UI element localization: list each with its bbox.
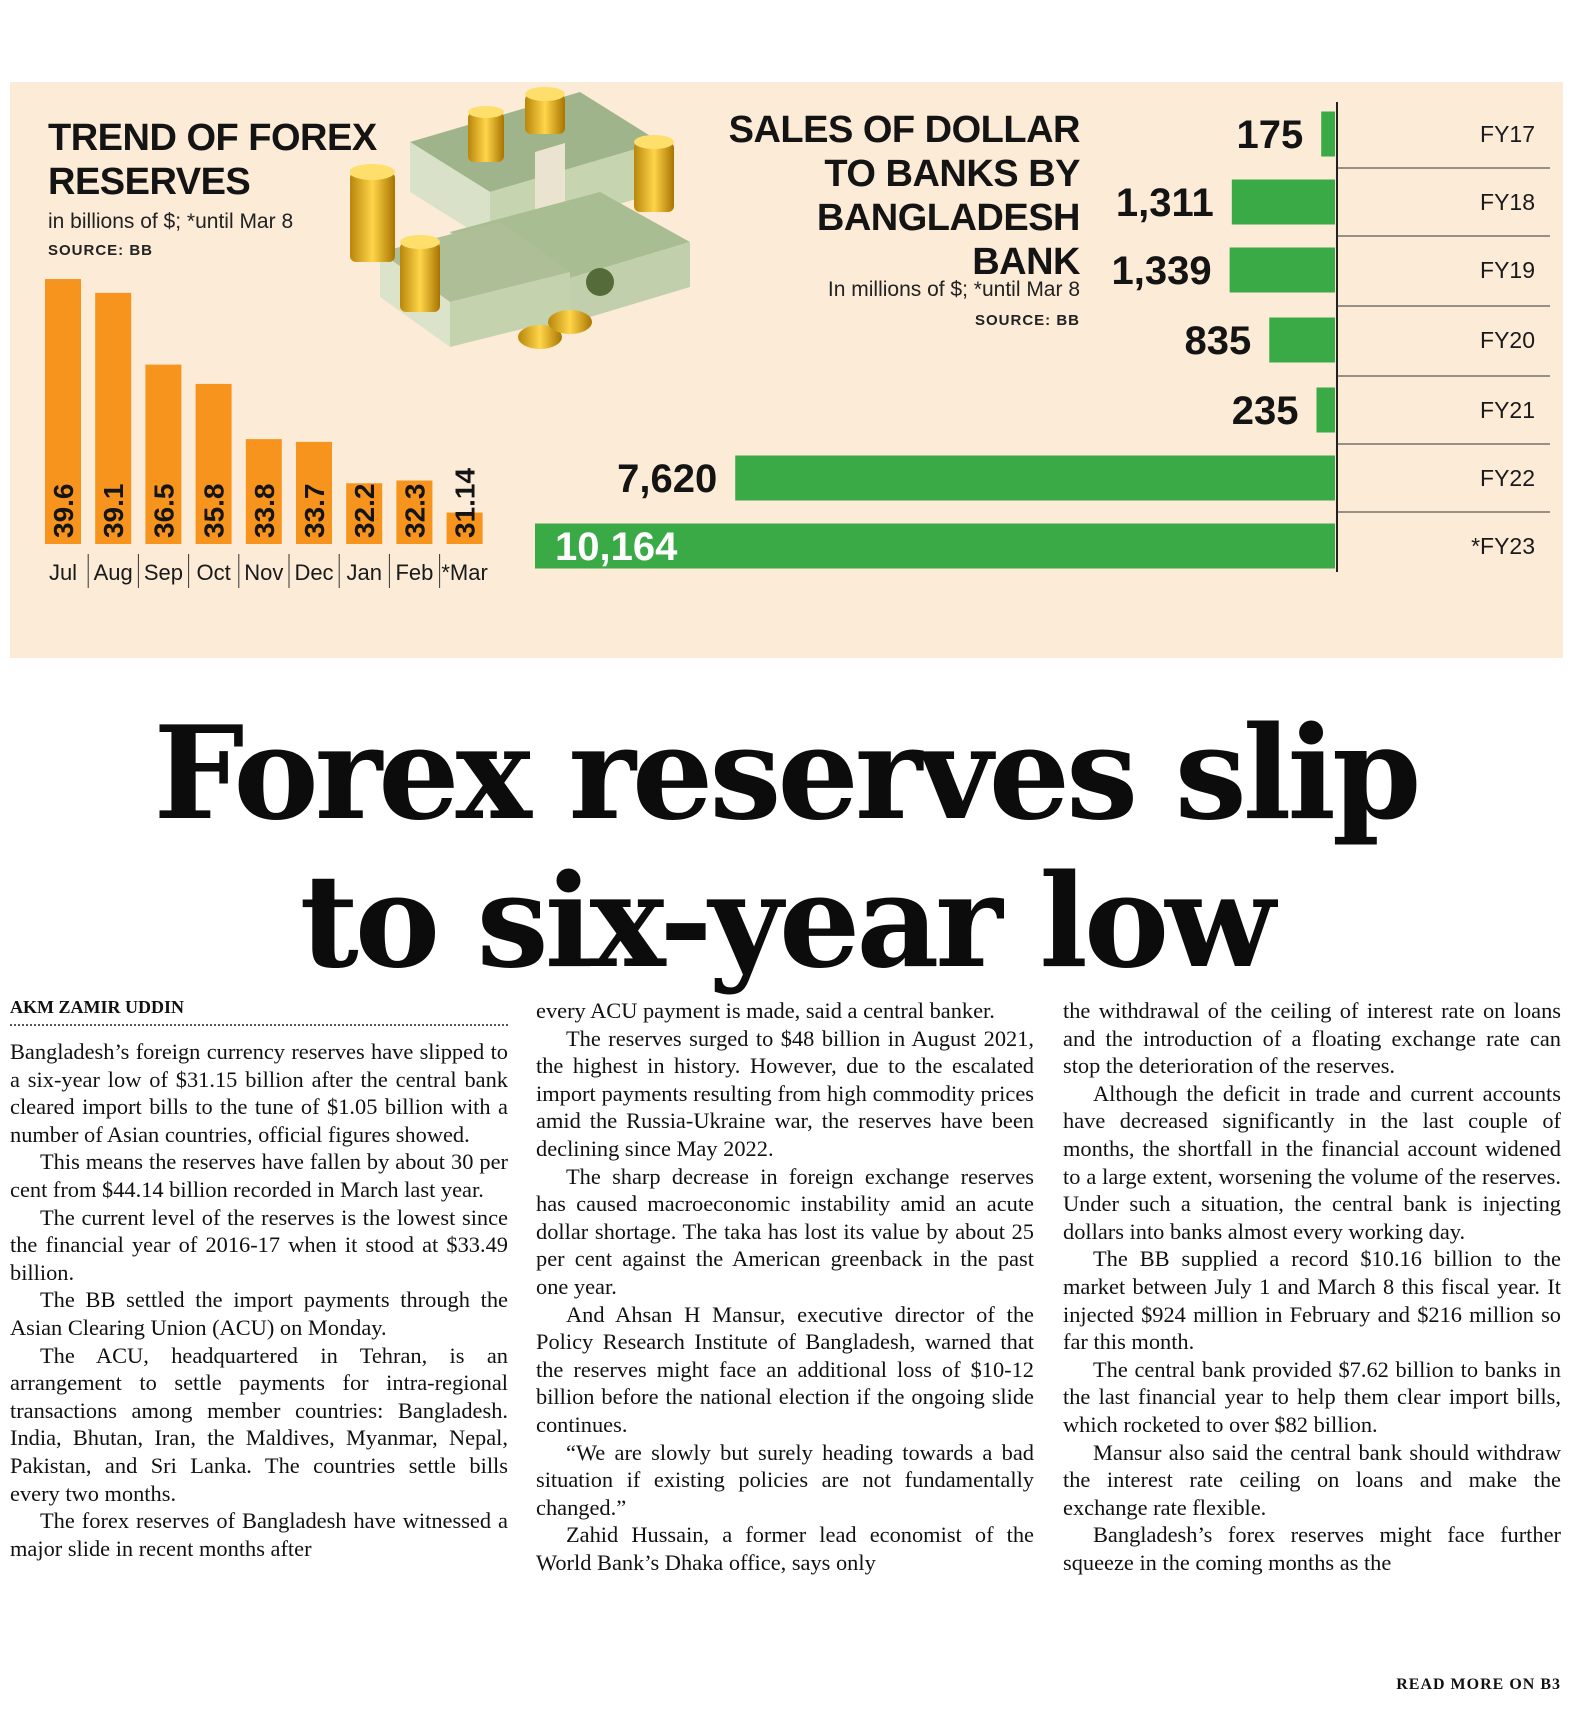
tick-label-FY17: FY17 [1480, 121, 1535, 147]
data-label-Jan: 32.2 [349, 483, 381, 538]
tick-label-Feb: Feb [395, 560, 434, 585]
paragraph: The central bank provided $7.62 billion to banks in the last financial year to help them clear import bills, which rocketed to over $82 billion. [1063, 1356, 1561, 1437]
data-label-Dec: 33.7 [299, 483, 330, 538]
bar-FY21 [1317, 388, 1335, 433]
infographic-panel [10, 82, 1563, 658]
paragraph: Bangladesh’s foreign currency reserves have slipped to a six-year low of $31.15 billion after the central bank cleared import bills to the tune of $1.05 billion with a number of Asian countries, official figures showed. [10, 1039, 508, 1147]
data-label-FY21: 235 [1231, 389, 1299, 433]
paragraph: The sharp decrease in foreign exchange reserves has caused macroeconomic instability amid an acute dollar shortage. The taka has lost its value by about 25 per cent against the American greenback in the past one year. [536, 1163, 1034, 1299]
tick-label-*Mar: *Mar [441, 560, 488, 585]
dollar-chart-source: SOURCE: BB [974, 312, 1080, 329]
dollar-chart-subtitle: In millions of $; *until Mar 8 [827, 278, 1080, 301]
paragraph: The BB settled the import payments through the Asian Clearing Union (ACU) on Monday. [10, 1287, 508, 1340]
paragraph: every ACU payment is made, said a central banker. [536, 998, 995, 1023]
data-label-Aug: 39.1 [98, 483, 130, 538]
byline: AKM ZAMIR UDDIN [10, 997, 508, 1026]
tick-label-FY19: FY19 [1480, 257, 1535, 283]
tick-label-FY21: FY21 [1480, 397, 1535, 423]
paragraph: the withdrawal of the ceiling of interest rate on loans and the introduction of a floating exchange rate can stop the deterioration of the reserves. [1063, 998, 1561, 1079]
tick-label-Dec: Dec [294, 560, 334, 585]
dollar-chart-title: SALES OF DOLLAR TO BANKS BY BANGLADESH BANK [728, 109, 1080, 283]
data-label-Jul: 39.6 [48, 483, 79, 538]
forex-reserves-chart [40, 258, 540, 598]
paragraph: Although the deficit in trade and current accounts have decreased significantly in the last couple of months, the shortfall in the financial account widened to a large extent, worsening the volume of the reserves. Under such a situation, the central bank is injecting dollars into banks almost every working day. [1063, 1080, 1561, 1244]
paragraph: “We are slowly but surely heading towards a bad situation if existing policies are not fundamentally changed.” [536, 1439, 1034, 1520]
article-column-1 [10, 1038, 508, 1562]
bar-FY19 [1230, 248, 1335, 293]
tick-label-Jan: Jan [346, 560, 382, 585]
paragraph: The reserves surged to $48 billion in August 2021, the highest in history. However, due to the escalated import payments resulting from high commodity prices amid the Russia-Ukraine war, the reserves have been declining since May 2022. [536, 1025, 1034, 1161]
forex-chart-source: SOURCE: BB [48, 242, 154, 259]
bar-FY22 [735, 456, 1335, 501]
paragraph: This means the reserves have fallen by about 30 per cent from $44.14 billion recorded in March last year. [10, 1149, 508, 1202]
data-label-Oct: 35.8 [198, 483, 230, 538]
tick-label-*FY23: *FY23 [1471, 533, 1535, 559]
tick-label-FY22: FY22 [1480, 465, 1535, 491]
tick-label-Oct: Oct [196, 560, 231, 585]
bar-FY20 [1269, 318, 1335, 363]
paragraph: The ACU, headquartered in Tehran, is an arrangement to settle payments for intra-regional transactions among member countries: Bangladesh. India, Bhutan, Iran, the Maldives, Myanmar, Nepal, Pakistan, and Sri Lanka. The countries settle bills every two months. [10, 1342, 508, 1506]
tick-label-Aug: Aug [93, 560, 133, 585]
paragraph: The forex reserves of Bangladesh have witnessed a major slide in recent months after [10, 1508, 508, 1561]
forex-chart-title: TREND OF FOREX RESERVES [48, 117, 377, 203]
paragraph: Zahid Hussain, a former lead economist of the World Bank’s Dhaka office, says only [536, 1522, 1034, 1575]
tick-label-Jul: Jul [48, 560, 78, 585]
tick-label-Nov: Nov [244, 560, 284, 585]
article-column-2 [536, 997, 1034, 1576]
data-label-Nov: 33.8 [248, 483, 280, 538]
tick-label-FY20: FY20 [1480, 327, 1535, 353]
article-column-3 [1063, 997, 1561, 1576]
paragraph: And Ahsan H Mansur, executive director of the Policy Research Institute of Bangladesh, warned that the reserves might face an additional loss of $10-12 billion before the national election if the ongoing slide continues. [536, 1301, 1034, 1437]
data-label-*FY23: 10,164 [555, 525, 678, 569]
data-label-FY22: 7,620 [617, 457, 718, 501]
paragraph: The current level of the reserves is the lowest since the financial year of 2016-17 when it stood at $33.49 billion. [10, 1204, 508, 1285]
data-label-FY20: 835 [1184, 319, 1252, 363]
forex-chart-subtitle: in billions of $; *until Mar 8 [48, 210, 294, 233]
dollar-sales-chart [520, 82, 1553, 658]
data-label-Feb: 32.3 [399, 483, 431, 538]
data-label-FY19: 1,339 [1111, 249, 1212, 293]
paragraph: Mansur also said the central bank should withdraw the interest rate ceiling on loans and make the exchange rate flexible. [1063, 1439, 1561, 1520]
paragraph: Bangladesh’s forex reserves might face further squeeze in the coming months as the [1063, 1522, 1561, 1575]
headline: Forex reserves slip to six-year low [153, 699, 1418, 997]
data-label-*Mar: 31.14 [449, 467, 481, 538]
data-label-FY17: 175 [1236, 113, 1304, 157]
tick-label-FY18: FY18 [1480, 189, 1535, 215]
tick-label-Sep: Sep [143, 560, 183, 585]
data-label-Sep: 36.5 [148, 483, 180, 538]
bar-FY18 [1232, 180, 1335, 225]
read-more-link[interactable]: READ MORE ON B3 [1396, 1676, 1561, 1693]
paragraph: The BB supplied a record $10.16 billion to the market between July 1 and March 8 this fiscal year. It injected $924 million in February and $216 million so far this month. [1063, 1246, 1561, 1355]
data-label-FY18: 1,311 [1115, 181, 1214, 225]
bar-FY17 [1321, 112, 1335, 157]
